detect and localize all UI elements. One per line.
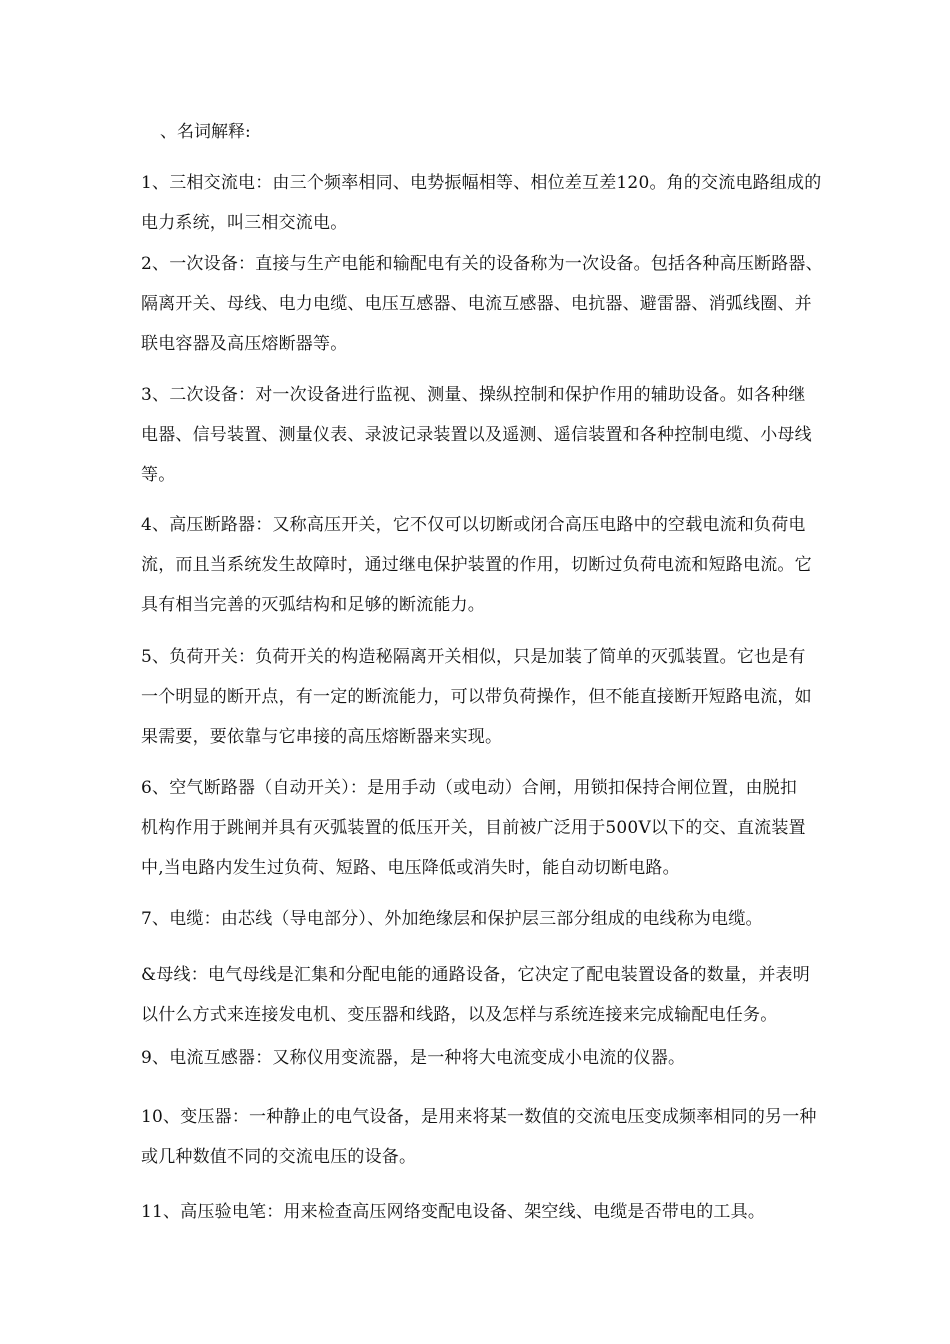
entry-line: 中,当电路内发生过负荷、短路、电压降低或消失时，能自动切断电路。 [141,858,680,878]
entry-line: 1、三相交流电：由三个频率相同、电势振幅相等、相位差互差120。角的交流电路组成的 [141,173,822,193]
entry-9-current-transformer [141,1038,811,1078]
section-heading: 、名词解释: [160,122,251,142]
entry-8-busbar [141,955,811,1035]
entry-line: 3、二次设备：对一次设备进行监视、测量、操纵控制和保护作用的辅助设备。如各种继 [141,385,806,405]
entry-line: 6、空气断路器（自动开关）：是用手动（或电动）合闸，用锁扣保持合闸位置，由脱扣 [141,778,798,798]
entry-line: 果需要，要依靠与它串接的高压熔断器来实现。 [141,727,503,747]
entry-line: 联电容器及高压熔断器等。 [141,334,348,354]
entry-5-load-switch [141,637,811,757]
entry-line: 流，而且当系统发生故障时，通过继电保护装置的作用，切断过负荷电流和短路电流。它 [141,555,812,575]
entry-line: 11、高压验电笔：用来检查高压网络变配电设备、架空线、电缆是否带电的工具。 [141,1202,766,1222]
entry-1-three-phase-ac [141,163,822,243]
entry-6-air-circuit-breaker [141,768,811,888]
entry-line: 2、一次设备：直接与生产电能和输配电有关的设备称为一次设备。包括各种高压断路器、 [141,254,823,274]
entry-7-cable [141,899,811,939]
entry-line: 10、变压器：一种静止的电气设备，是用来将某一数值的交流电压变成频率相同的另一种 [141,1107,817,1127]
entry-3-secondary-equipment [141,375,811,495]
entry-line: 或几种数值不同的交流电压的设备。 [141,1147,417,1167]
entry-line: &母线：电气母线是汇集和分配电能的通路设备，它决定了配电装置设备的数量，并表明 [141,965,810,985]
entry-line: 电器、信号装置、测量仪表、录波记录装置以及遥测、遥信装置和各种控制电缆、小母线 [141,425,812,445]
entry-line: 电力系统，叫三相交流电。 [141,213,348,233]
entry-line: 7、电缆：由芯线（导电部分）、外加绝缘层和保护层三部分组成的电线称为电缆。 [141,909,763,929]
entry-line: 机构作用于跳闸并具有灭弧装置的低压开关，目前被广泛用于500V以下的交、直流装置 [141,818,806,838]
entry-10-transformer [141,1097,817,1177]
entry-line: 具有相当完善的灭弧结构和足够的断流能力。 [141,595,485,615]
entry-line: 等。 [141,465,176,485]
entry-line: 以什么方式来连接发电机、变压器和线路，以及怎样与系统连接来完成输配电任务。 [141,1005,778,1025]
entry-4-hv-circuit-breaker [141,505,811,625]
entry-line: 隔离开关、母线、电力电缆、电压互感器、电流互感器、电抗器、避雷器、消弧线圈、并 [141,294,812,314]
entry-line: 9、电流互感器：又称仪用变流器，是一种将大电流变成小电流的仪器。 [141,1048,686,1068]
entry-line: 4、高压断路器：又称高压开关，它不仅可以切断或闭合高压电路中的空载电流和负荷电 [141,515,806,535]
entry-2-primary-equipment [141,244,823,364]
entry-11-hv-tester-pen [141,1192,811,1232]
entry-line: 一个明显的断开点，有一定的断流能力，可以带负荷操作，但不能直接断开短路电流，如 [141,687,812,707]
entry-line: 5、负荷开关：负荷开关的构造秘隔离开关相似，只是加装了简单的灭弧装置。它也是有 [141,647,806,667]
